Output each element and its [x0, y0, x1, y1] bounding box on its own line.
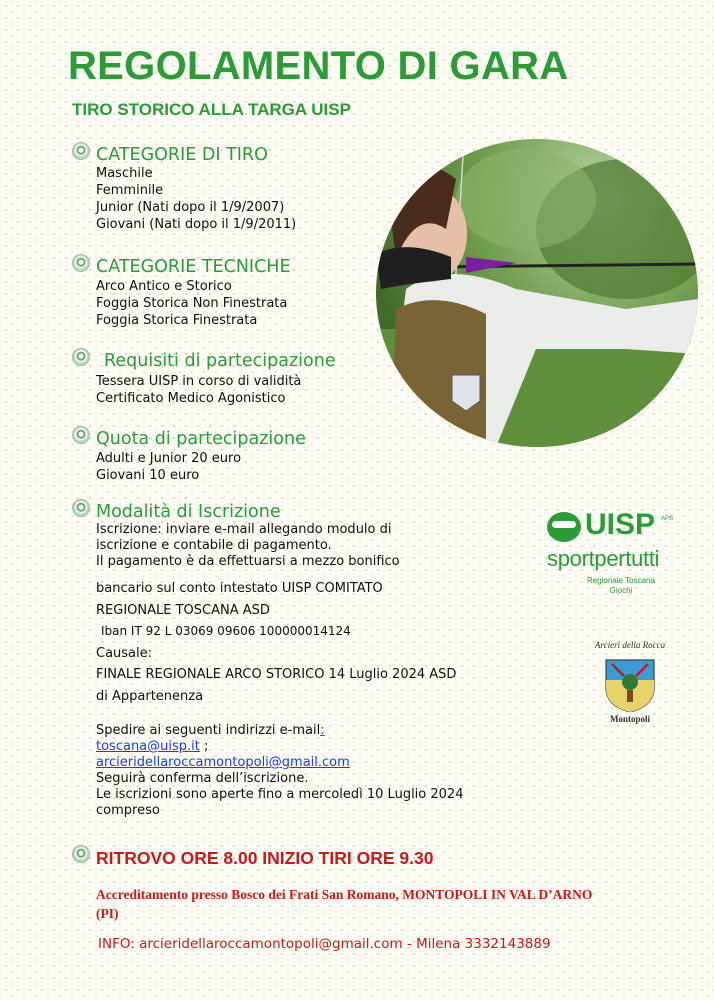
section-heading-modalita: Modalità di Iscrizione: [96, 502, 281, 522]
list-item: FINALE REGIONALE ARCO STORICO 14 Luglio 2024 ASD: [96, 667, 457, 682]
section-body-modalita-email: [96, 723, 463, 819]
section-body-categorie-tiro: [96, 165, 296, 233]
arcieri-shield-icon: [604, 654, 656, 712]
email-link-arcieri[interactable]: arcieridellaroccamontopoli@gmail.com: [96, 755, 350, 770]
bullet-logo-icon: [72, 845, 90, 863]
list-item: Foggia Storica Finestrata: [96, 313, 258, 328]
section-heading-categorie-tiro: CATEGORIE DI TIRO: [96, 145, 268, 165]
email-intro: Spedire ai seguenti indirizzi e-mail: [96, 723, 321, 738]
section-body-requisiti: [96, 373, 301, 407]
list-item: Le iscrizioni sono aperte fino a mercoledì 10 Luglio 2024: [96, 787, 464, 802]
list-item: Iban IT 92 L 03069 09606 100000014124: [101, 624, 351, 638]
list-item: bancario sul conto intestato UISP COMITATO: [96, 581, 383, 596]
list-item: Iscrizione: inviare e-mail allegando modulo di: [96, 522, 392, 537]
archer-photo: [376, 139, 698, 447]
uisp-logo: [547, 508, 677, 600]
list-item: Femminile: [96, 183, 164, 198]
page-subtitle: TIRO STORICO ALLA TARGA UISP: [72, 100, 351, 119]
uisp-wordmark: UISP: [585, 508, 656, 541]
list-item: Certificato Medico Agonistico: [96, 391, 286, 406]
uisp-globe-icon: [547, 512, 581, 542]
page-title: REGOLAMENTO DI GARA: [68, 44, 569, 88]
uisp-sector: Giochi: [609, 586, 633, 595]
arcieri-logo: [590, 640, 670, 726]
list-item: Arco Antico e Storico: [96, 279, 232, 294]
list-item: [96, 755, 463, 771]
section-body-categorie-tecniche: [96, 278, 287, 329]
bullet-logo-icon: [72, 254, 90, 272]
list-item: Causale:: [96, 645, 153, 661]
bullet-logo-icon: [72, 348, 90, 366]
bullet-logo-icon: [72, 499, 90, 517]
list-item: compreso: [96, 803, 160, 818]
uisp-region: Regionale Toscana: [587, 576, 655, 585]
arcieri-logo-bottom: Montopoli: [609, 714, 650, 724]
list-item: [96, 739, 463, 755]
email-link-toscana[interactable]: toscana@uisp.it: [96, 739, 200, 754]
email-colon-link[interactable]: :: [320, 723, 325, 738]
list-item: Maschile: [96, 166, 153, 181]
bullet-logo-icon: [72, 426, 90, 444]
list-item: Il pagamento è da effettuarsi a mezzo bonifico: [96, 554, 400, 569]
list-item: Foggia Storica Non Finestrata: [96, 296, 288, 311]
list-item: Giovani 10 euro: [96, 468, 200, 483]
list-item: Seguirà conferma dell’iscrizione.: [96, 771, 309, 786]
section-heading-quota: Quota di partecipazione: [96, 429, 306, 449]
list-item: REGIONALE TOSCANA ASD: [96, 602, 270, 618]
archer-illustration: [376, 139, 698, 447]
list-item: Tessera UISP in corso di validità: [96, 374, 302, 389]
ritrovo-heading: RITROVO ORE 8.00 INIZIO TIRI ORE 9.30: [96, 848, 434, 868]
uisp-tagline: sportpertutti: [547, 546, 660, 571]
email-separator: ;: [199, 739, 209, 754]
uisp-aps: APS: [661, 516, 674, 522]
list-item: Junior (Nati dopo il 1/9/2007): [96, 200, 285, 215]
list-item: [96, 723, 463, 739]
accreditamento-text: Accreditamento presso Bosco dei Frati San Romano, MONTOPOLI IN VAL D’ARNO (PI): [96, 887, 593, 921]
info-line: INFO: arcieridellaroccamontopoli@gmail.com - Milena 3332143889: [98, 936, 551, 952]
list-item: di Appartenenza: [96, 688, 204, 704]
section-body-modalita-bank: [96, 578, 456, 707]
arcieri-logo-top: Arcieri della Rocca: [594, 640, 666, 650]
section-body-modalita: [96, 522, 400, 570]
list-item: Adulti e Junior 20 euro: [96, 451, 242, 466]
section-heading-requisiti: Requisiti di partecipazione: [104, 351, 336, 371]
list-item: Giovani (Nati dopo il 1/9/2011): [96, 217, 297, 232]
section-heading-categorie-tecniche: CATEGORIE TECNICHE: [96, 257, 291, 277]
bullet-logo-icon: [72, 142, 90, 160]
list-item: iscrizione e contabile di pagamento.: [96, 538, 332, 553]
section-body-quota: [96, 450, 241, 484]
